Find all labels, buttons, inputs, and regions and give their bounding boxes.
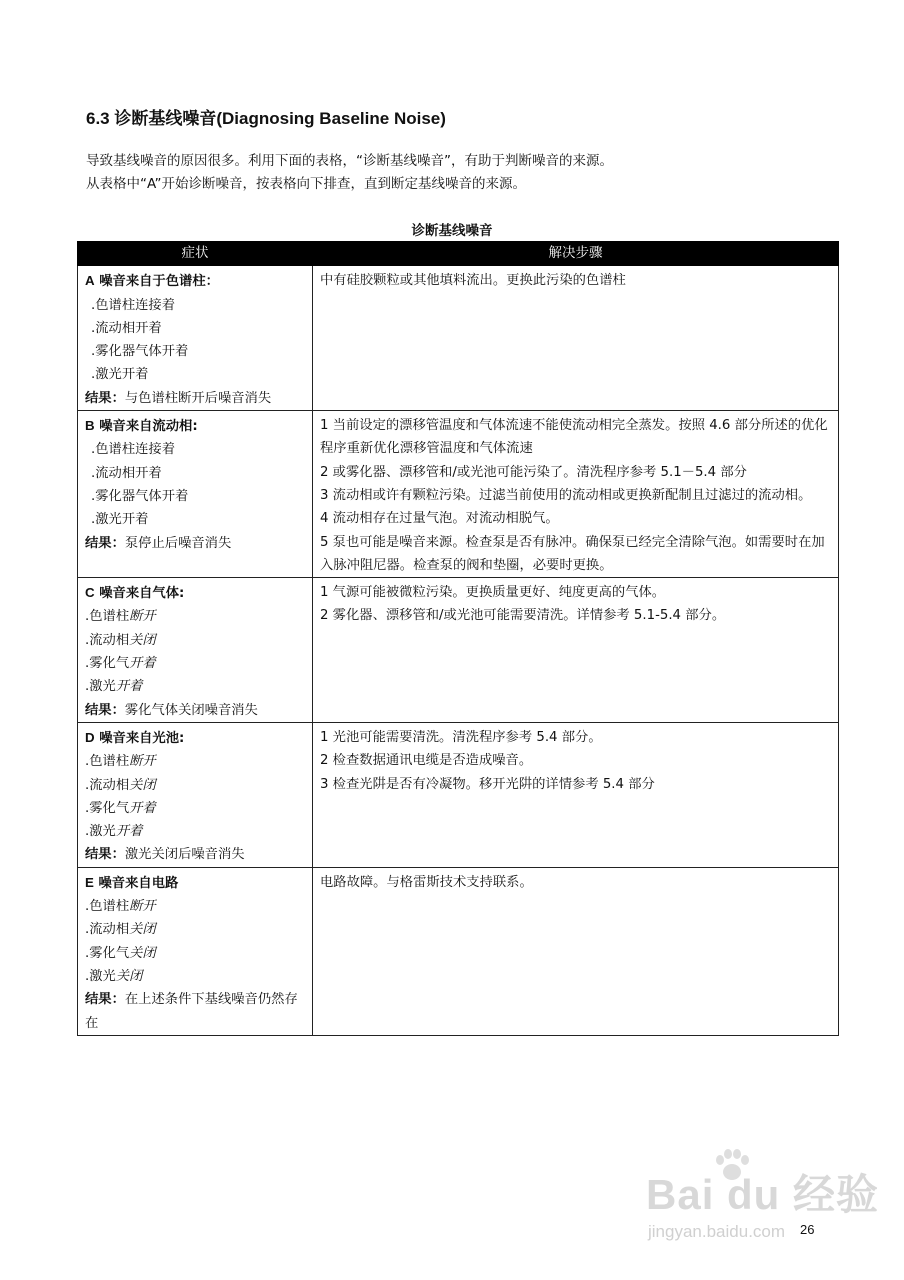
condition-line: .激光开着 bbox=[91, 512, 149, 528]
symptom-cell bbox=[78, 411, 313, 578]
solution-step: 2 雾化器、漂移管和/或光池可能需要清洗。详情参考 5.1-5.4 部分。 bbox=[320, 608, 726, 624]
solution-step: 2 检查数据通讯电缆是否造成噪音。 bbox=[320, 753, 533, 769]
table-row bbox=[78, 578, 839, 723]
symptom-title bbox=[85, 581, 306, 605]
symptom-letter: C bbox=[85, 585, 95, 601]
symptom-letter: E bbox=[85, 874, 94, 890]
table-title: 诊断基线噪音 bbox=[411, 223, 493, 239]
symptom-title-text: 噪音来自光池: bbox=[94, 730, 185, 746]
symptom-cell bbox=[78, 867, 313, 1035]
section-heading: 6.3 诊断基线噪音(Diagnosing Baseline Noise) bbox=[86, 109, 446, 128]
result-line: 结果：激光关闭后噪音消失 bbox=[85, 847, 245, 863]
condition-line: .雾化气关闭 bbox=[85, 945, 156, 961]
symptom-title bbox=[85, 726, 306, 750]
symptom-title-text: 噪音来自电路 bbox=[93, 875, 179, 891]
solution-step: 5 泵也可能是噪音来源。检查泵是否有脉冲。确保泵已经完全清除气泡。如需要时在加入脉冲阻尼器。检查泵的阀和垫圈，必要时更换。 bbox=[320, 534, 825, 573]
table-row bbox=[78, 266, 839, 411]
solution-cell bbox=[313, 578, 839, 723]
symptom-cell bbox=[78, 722, 313, 867]
symptom-title-text: 噪音来自于色谱柱： bbox=[94, 274, 219, 290]
condition-line: .色谱柱断开 bbox=[85, 899, 156, 915]
symptom-title-text: 噪音来自流动相: bbox=[94, 419, 198, 435]
solution-cell bbox=[313, 411, 839, 578]
symptom-title bbox=[85, 269, 306, 293]
result-line: 结果：与色谱柱断开后噪音消失 bbox=[85, 390, 272, 406]
condition-line: .激光开着 bbox=[85, 679, 143, 695]
result-line: 结果：泵停止后噪音消失 bbox=[85, 535, 232, 551]
table-row bbox=[78, 722, 839, 867]
condition-line: .色谱柱连接着 bbox=[91, 442, 176, 458]
solution-step: 3 检查光阱是否有冷凝物。移开光阱的详情参考 5.4 部分 bbox=[320, 776, 655, 792]
condition-line: .激光开着 bbox=[91, 367, 149, 383]
solution-step: 1 当前设定的漂移管温度和气体流速不能使流动相完全蒸发。按照 4.6 部分所述的优化程序重新优化漂移管温度和气体流速 bbox=[320, 418, 828, 457]
condition-line: .流动相关闭 bbox=[85, 632, 156, 648]
condition-line: .色谱柱断开 bbox=[85, 609, 156, 625]
symptom-letter: A bbox=[85, 273, 95, 289]
condition-line: .激光关闭 bbox=[85, 968, 143, 984]
table-row bbox=[78, 411, 839, 578]
condition-line: .色谱柱断开 bbox=[85, 754, 156, 770]
solution-cell bbox=[313, 266, 839, 411]
result-line: 结果：雾化气体关闭噪音消失 bbox=[85, 702, 258, 718]
header-symptom: 症状 bbox=[78, 242, 313, 266]
page-number: 26 bbox=[800, 1222, 815, 1237]
watermark-url: jingyan.baidu.com bbox=[648, 1222, 786, 1241]
baidu-watermark bbox=[646, 1148, 880, 1248]
solution-step: 2 或雾化器、漂移管和/或光池可能污染了。清洗程序参考 5.1－5.4 部分 bbox=[320, 464, 747, 480]
symptom-cell bbox=[78, 266, 313, 411]
condition-line: .雾化器气体开着 bbox=[91, 488, 189, 504]
symptom-letter: B bbox=[85, 418, 95, 434]
condition-line: .激光开着 bbox=[85, 824, 143, 840]
watermark-logo: Bai du 经验 bbox=[646, 1171, 880, 1218]
solution-step: 1 光池可能需要清洗。清洗程序参考 5.4 部分。 bbox=[320, 729, 602, 745]
result-line: 结果：在上述条件下基线噪音仍然存在 bbox=[85, 992, 298, 1031]
solution-cell bbox=[313, 867, 839, 1035]
condition-line: .雾化气开着 bbox=[85, 800, 156, 816]
symptom-letter: D bbox=[85, 729, 95, 745]
condition-line: .流动相开着 bbox=[91, 465, 162, 481]
intro-line: 导致基线噪音的原因很多。利用下面的表格，“诊断基线噪音”，有助于判断噪音的来源。 bbox=[86, 153, 613, 169]
table-row bbox=[78, 867, 839, 1035]
condition-line: .雾化气开着 bbox=[85, 656, 156, 672]
table-header-row bbox=[78, 242, 839, 266]
solution-step: 电路故障。与格雷斯技术支持联系。 bbox=[320, 874, 533, 890]
condition-line: .流动相关闭 bbox=[85, 777, 156, 793]
symptom-cell bbox=[78, 578, 313, 723]
condition-line: .流动相关闭 bbox=[85, 922, 156, 938]
intro-line: 从表格中“A”开始诊断噪音，按表格向下排查，直到断定基线噪音的来源。 bbox=[86, 176, 527, 192]
intro-paragraph bbox=[86, 150, 613, 196]
solution-step: 3 流动相或许有颗粒污染。过滤当前使用的流动相或更换新配制且过滤过的流动相。 bbox=[320, 487, 812, 503]
symptom-title-text: 噪音来自气体: bbox=[94, 586, 185, 602]
header-solution: 解决步骤 bbox=[313, 242, 839, 266]
solution-cell bbox=[313, 722, 839, 867]
solution-step: 4 流动相存在过量气泡。对流动相脱气。 bbox=[320, 511, 559, 527]
solution-step: 中有硅胶颗粒或其他填料流出。更换此污染的色谱柱 bbox=[320, 273, 626, 289]
condition-line: .色谱柱连接着 bbox=[91, 297, 176, 313]
symptom-title bbox=[85, 414, 306, 438]
solution-step: 1 气源可能被微粒污染。更换质量更好、纯度更高的气体。 bbox=[320, 585, 666, 601]
symptom-title bbox=[85, 871, 306, 895]
diagnosis-table bbox=[77, 241, 839, 1036]
condition-line: .流动相开着 bbox=[91, 320, 162, 336]
condition-line: .雾化器气体开着 bbox=[91, 344, 189, 360]
